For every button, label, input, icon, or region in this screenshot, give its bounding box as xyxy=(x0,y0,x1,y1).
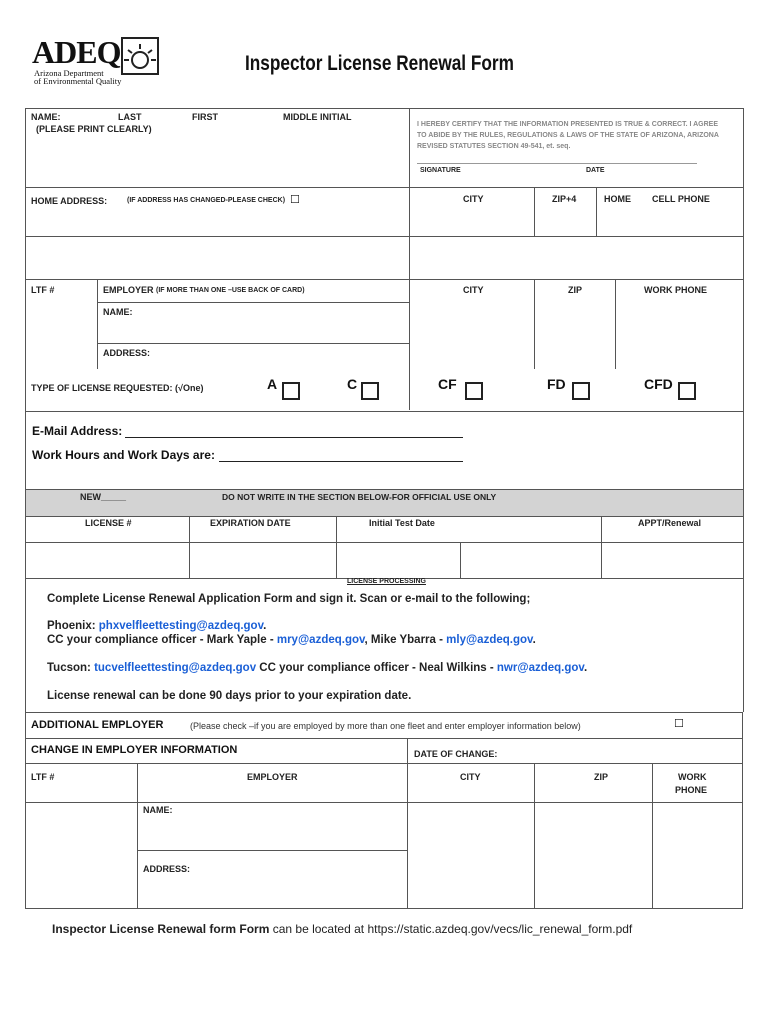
cc-mid: , Mike Ybarra - xyxy=(364,634,447,646)
logo-subtitle-1: Arizona Department xyxy=(34,68,104,78)
signature-label: SIGNATURE xyxy=(420,167,461,174)
instructions-line-1: Complete License Renewal Application Form and sign it. Scan or e-mail to the following; xyxy=(47,593,531,605)
phoenix-prefix: Phoenix: xyxy=(47,620,99,632)
employer-name-label: NAME: xyxy=(103,307,133,317)
work-hours-label: Work Hours and Work Days are: xyxy=(32,448,215,462)
phoenix-email-link[interactable]: phxvelfleettesting@azdeq.gov xyxy=(98,620,264,632)
ltf-number-label: LTF # xyxy=(31,285,55,295)
additional-ltf-label: LTF # xyxy=(31,772,55,782)
middle-initial-label: MIDDLE INITIAL xyxy=(283,112,352,122)
additional-work-label: WORK xyxy=(678,772,707,782)
sun-emblem-icon xyxy=(120,36,160,76)
email-input-line[interactable] xyxy=(125,437,463,438)
tucson-line xyxy=(47,662,587,674)
first-name-label: FIRST xyxy=(192,112,218,122)
tucson-prefix: Tucson: xyxy=(47,662,95,674)
work-hours-input-line[interactable] xyxy=(219,461,463,462)
new-label: NEW_____ xyxy=(80,492,127,502)
footer-url-text: can be located at https://static.azdeq.gov/vecs/lic_renewal_form.pdf xyxy=(269,922,633,936)
home-phone-label: HOME xyxy=(604,194,631,204)
license-processing-label: LICENSE PROCESSING xyxy=(347,578,426,585)
license-option-cf-checkbox[interactable] xyxy=(465,382,483,400)
cc-phoenix-line xyxy=(47,634,536,646)
license-option-fd-checkbox[interactable] xyxy=(572,382,590,400)
home-address-label: HOME ADDRESS: xyxy=(31,196,108,206)
license-option-c-label: C xyxy=(347,376,358,392)
phoenix-suffix: . xyxy=(263,620,267,632)
signature-line[interactable] xyxy=(417,163,697,164)
tucson-mid: CC your compliance officer - Neal Wilkins - xyxy=(256,662,497,674)
additional-phone-label: PHONE xyxy=(675,785,708,795)
email-label: E-Mail Address: xyxy=(32,424,123,438)
work-phone-label: WORK PHONE xyxy=(644,285,707,295)
license-option-a-label: A xyxy=(267,376,278,392)
cc-prefix: CC your compliance officer - Mark Yaple - xyxy=(47,634,277,646)
license-option-cfd-checkbox[interactable] xyxy=(678,382,696,400)
logo-text: ADEQ xyxy=(32,34,121,70)
logo-subtitle-2: of Environmental Quality xyxy=(34,76,122,86)
additional-employer-frame xyxy=(25,712,743,909)
employer-address-label: ADDRESS: xyxy=(103,348,151,358)
last-name-label: LAST xyxy=(118,112,142,122)
footer-note xyxy=(52,922,632,936)
additional-address-label: ADDRESS: xyxy=(143,864,191,874)
nwr-email-link[interactable]: nwr@azdeq.gov xyxy=(496,662,584,674)
employer-note: (IF MORE THAN ONE –USE BACK OF CARD) xyxy=(156,287,305,294)
print-clearly-note: (PLEASE PRINT CLEARLY) xyxy=(36,124,152,134)
date-label: DATE xyxy=(586,167,605,174)
cell-phone-label: CELL PHONE xyxy=(652,194,710,204)
tucson-suffix: . xyxy=(583,662,588,674)
employer-city-label: CITY xyxy=(463,285,484,295)
additional-name-label: NAME: xyxy=(143,805,173,815)
license-option-fd-label: FD xyxy=(547,376,566,392)
home-city-label: CITY xyxy=(463,194,484,204)
change-employer-label: CHANGE IN EMPLOYER INFORMATION xyxy=(31,744,238,756)
tucson-email-link[interactable]: tucvelfleettesting@azdeq.gov xyxy=(94,662,257,674)
additional-employer-column: EMPLOYER xyxy=(247,772,298,782)
license-option-cf-label: CF xyxy=(438,376,457,392)
page-title: Inspector License Renewal Form xyxy=(245,52,514,75)
license-option-c-checkbox[interactable] xyxy=(361,382,379,400)
cc-suffix: . xyxy=(532,634,536,646)
additional-employer-checkbox[interactable]: ☐ xyxy=(674,718,684,730)
renewal-note: License renewal can be done 90 days prior to your expiration date. xyxy=(47,690,412,702)
certify-statement: I HEREBY CERTIFY THAT THE INFORMATION PRESENTED IS TRUE & CORRECT. I AGREE TO ABIDE BY THE RULES, REGULATIONS & LAWS OF THE STATE OF ARIZONA, ARIZONA REVISED STATUTES SECTION 49-541, et. seq. xyxy=(417,121,719,150)
address-changed-checkbox[interactable]: ☐ xyxy=(290,194,300,206)
employer-zip-label: ZIP xyxy=(568,285,583,295)
mry-email-link[interactable]: mry@azdeq.gov xyxy=(276,634,365,646)
zip4-label: ZIP+4 xyxy=(552,194,577,204)
address-changed-note: (IF ADDRESS HAS CHANGED-PLEASE CHECK) xyxy=(127,197,286,204)
additional-zip-label: ZIP xyxy=(594,772,609,782)
license-type-label: TYPE OF LICENSE REQUESTED: (√One) xyxy=(31,383,204,393)
additional-city-label: CITY xyxy=(460,772,481,782)
phoenix-line xyxy=(47,620,266,632)
name-label: NAME: xyxy=(31,112,61,122)
official-use-header: DO NOT WRITE IN THE SECTION BELOW-FOR OFFICIAL USE ONLY xyxy=(222,492,497,502)
mly-email-link[interactable]: mly@azdeq.gov xyxy=(446,634,533,646)
date-of-change-label: DATE OF CHANGE: xyxy=(414,749,498,759)
footer-bold-text: Inspector License Renewal form Form xyxy=(52,922,270,936)
initial-test-date-header: Initial Test Date xyxy=(369,518,435,528)
additional-employer-title: ADDITIONAL EMPLOYER xyxy=(31,719,164,731)
expiration-date-header: EXPIRATION DATE xyxy=(210,518,291,528)
license-number-header: LICENSE # xyxy=(85,518,132,528)
license-option-a-checkbox[interactable] xyxy=(282,382,300,400)
license-option-cfd-label: CFD xyxy=(644,376,673,392)
adeq-logo xyxy=(30,34,160,84)
additional-employer-note: (Please check –if you are employed by more than one fleet and enter employer information below) xyxy=(190,721,581,731)
employer-label: EMPLOYER xyxy=(103,285,154,295)
appt-renewal-header: APPT/Renewal xyxy=(638,518,702,528)
